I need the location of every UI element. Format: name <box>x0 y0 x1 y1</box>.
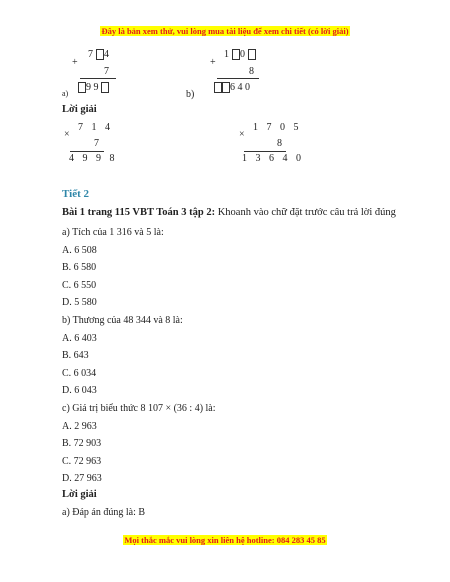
list-item: a) Tích của 1 316 và 5 là: <box>62 227 164 238</box>
solution-b-rule <box>244 151 286 152</box>
blank-box <box>101 82 109 93</box>
hotline-banner: Mọi thắc mắc vui lòng xin liên hệ hotline: 084 283 45 85 <box>124 535 326 545</box>
solution-a-row1: 7 1 4 <box>78 122 113 133</box>
puzzle-a-rule <box>80 78 116 79</box>
puzzle-b-result: 6 4 0 <box>214 82 250 93</box>
list-item: c) Giá trị biểu thức 8 107 × (36 : 4) là: <box>62 402 216 414</box>
section-title: Tiết 2 <box>62 188 89 200</box>
list-item: b) Thương của 48 344 và 8 là: <box>62 314 183 326</box>
puzzle-a-row2: 7 <box>104 66 109 77</box>
question <box>62 207 396 218</box>
puzzle-b-row2: 8 <box>249 66 254 77</box>
solution-a-result: 4 9 9 8 <box>69 153 118 164</box>
puzzle-b-label: b) <box>186 89 195 100</box>
list-item: A. 6 403 <box>62 332 97 344</box>
solution-a-times: × <box>64 129 70 140</box>
list-item: C. 6 034 <box>62 367 97 379</box>
puzzle-b-rule <box>217 78 259 79</box>
solution-b-result: 1 3 6 4 0 <box>242 153 304 164</box>
puzzle-a-label: a) <box>62 89 69 98</box>
list-item: B. 6 580 <box>62 262 97 274</box>
puzzle-a-plus: + <box>72 57 78 68</box>
preview-banner: Đây là bản xem thử, vui lòng mua tài liệu để xem chi tiết (có lời giải) <box>101 26 349 36</box>
puzzle-a-row1: 7 4 <box>88 49 112 60</box>
list-item: C. 6 550 <box>62 279 97 291</box>
solution-b-row1: 1 7 0 5 <box>253 122 302 133</box>
list-item: D. 27 963 <box>62 473 102 485</box>
blank-box <box>248 49 256 60</box>
question-label: Bài 1 trang 115 VBT Toán 3 tập 2: <box>62 207 216 218</box>
answer-title: Lời giải <box>62 489 97 500</box>
puzzle-b-row1: 1 0 <box>224 49 256 60</box>
blank-box <box>78 82 86 93</box>
answer-a: a) Đáp án đúng là: B <box>62 507 146 518</box>
blank-box <box>232 49 240 60</box>
blank-box <box>214 82 222 93</box>
list-item: A. 2 963 <box>62 420 97 432</box>
solution-b-row2: 8 <box>277 138 282 149</box>
puzzle-b-plus: + <box>210 57 216 68</box>
question-text: Khoanh vào chữ đặt trước câu trả lời đúng <box>217 207 396 218</box>
solution-b-times: × <box>239 129 245 140</box>
list-item: B. 72 903 <box>62 438 102 450</box>
list-item: D. 5 580 <box>62 297 97 309</box>
puzzle-a-result: 9 9 <box>78 82 109 93</box>
solution-title: Lời giải <box>62 104 97 115</box>
list-item: A. 6 508 <box>62 244 97 256</box>
solution-a-row2: 7 <box>94 138 99 149</box>
options-list <box>62 224 216 488</box>
list-item: B. 643 <box>62 350 89 362</box>
list-item: C. 72 963 <box>62 455 102 467</box>
solution-a-rule <box>70 151 104 152</box>
blank-box <box>96 49 104 60</box>
blank-box <box>222 82 230 93</box>
list-item: D. 6 043 <box>62 385 97 397</box>
